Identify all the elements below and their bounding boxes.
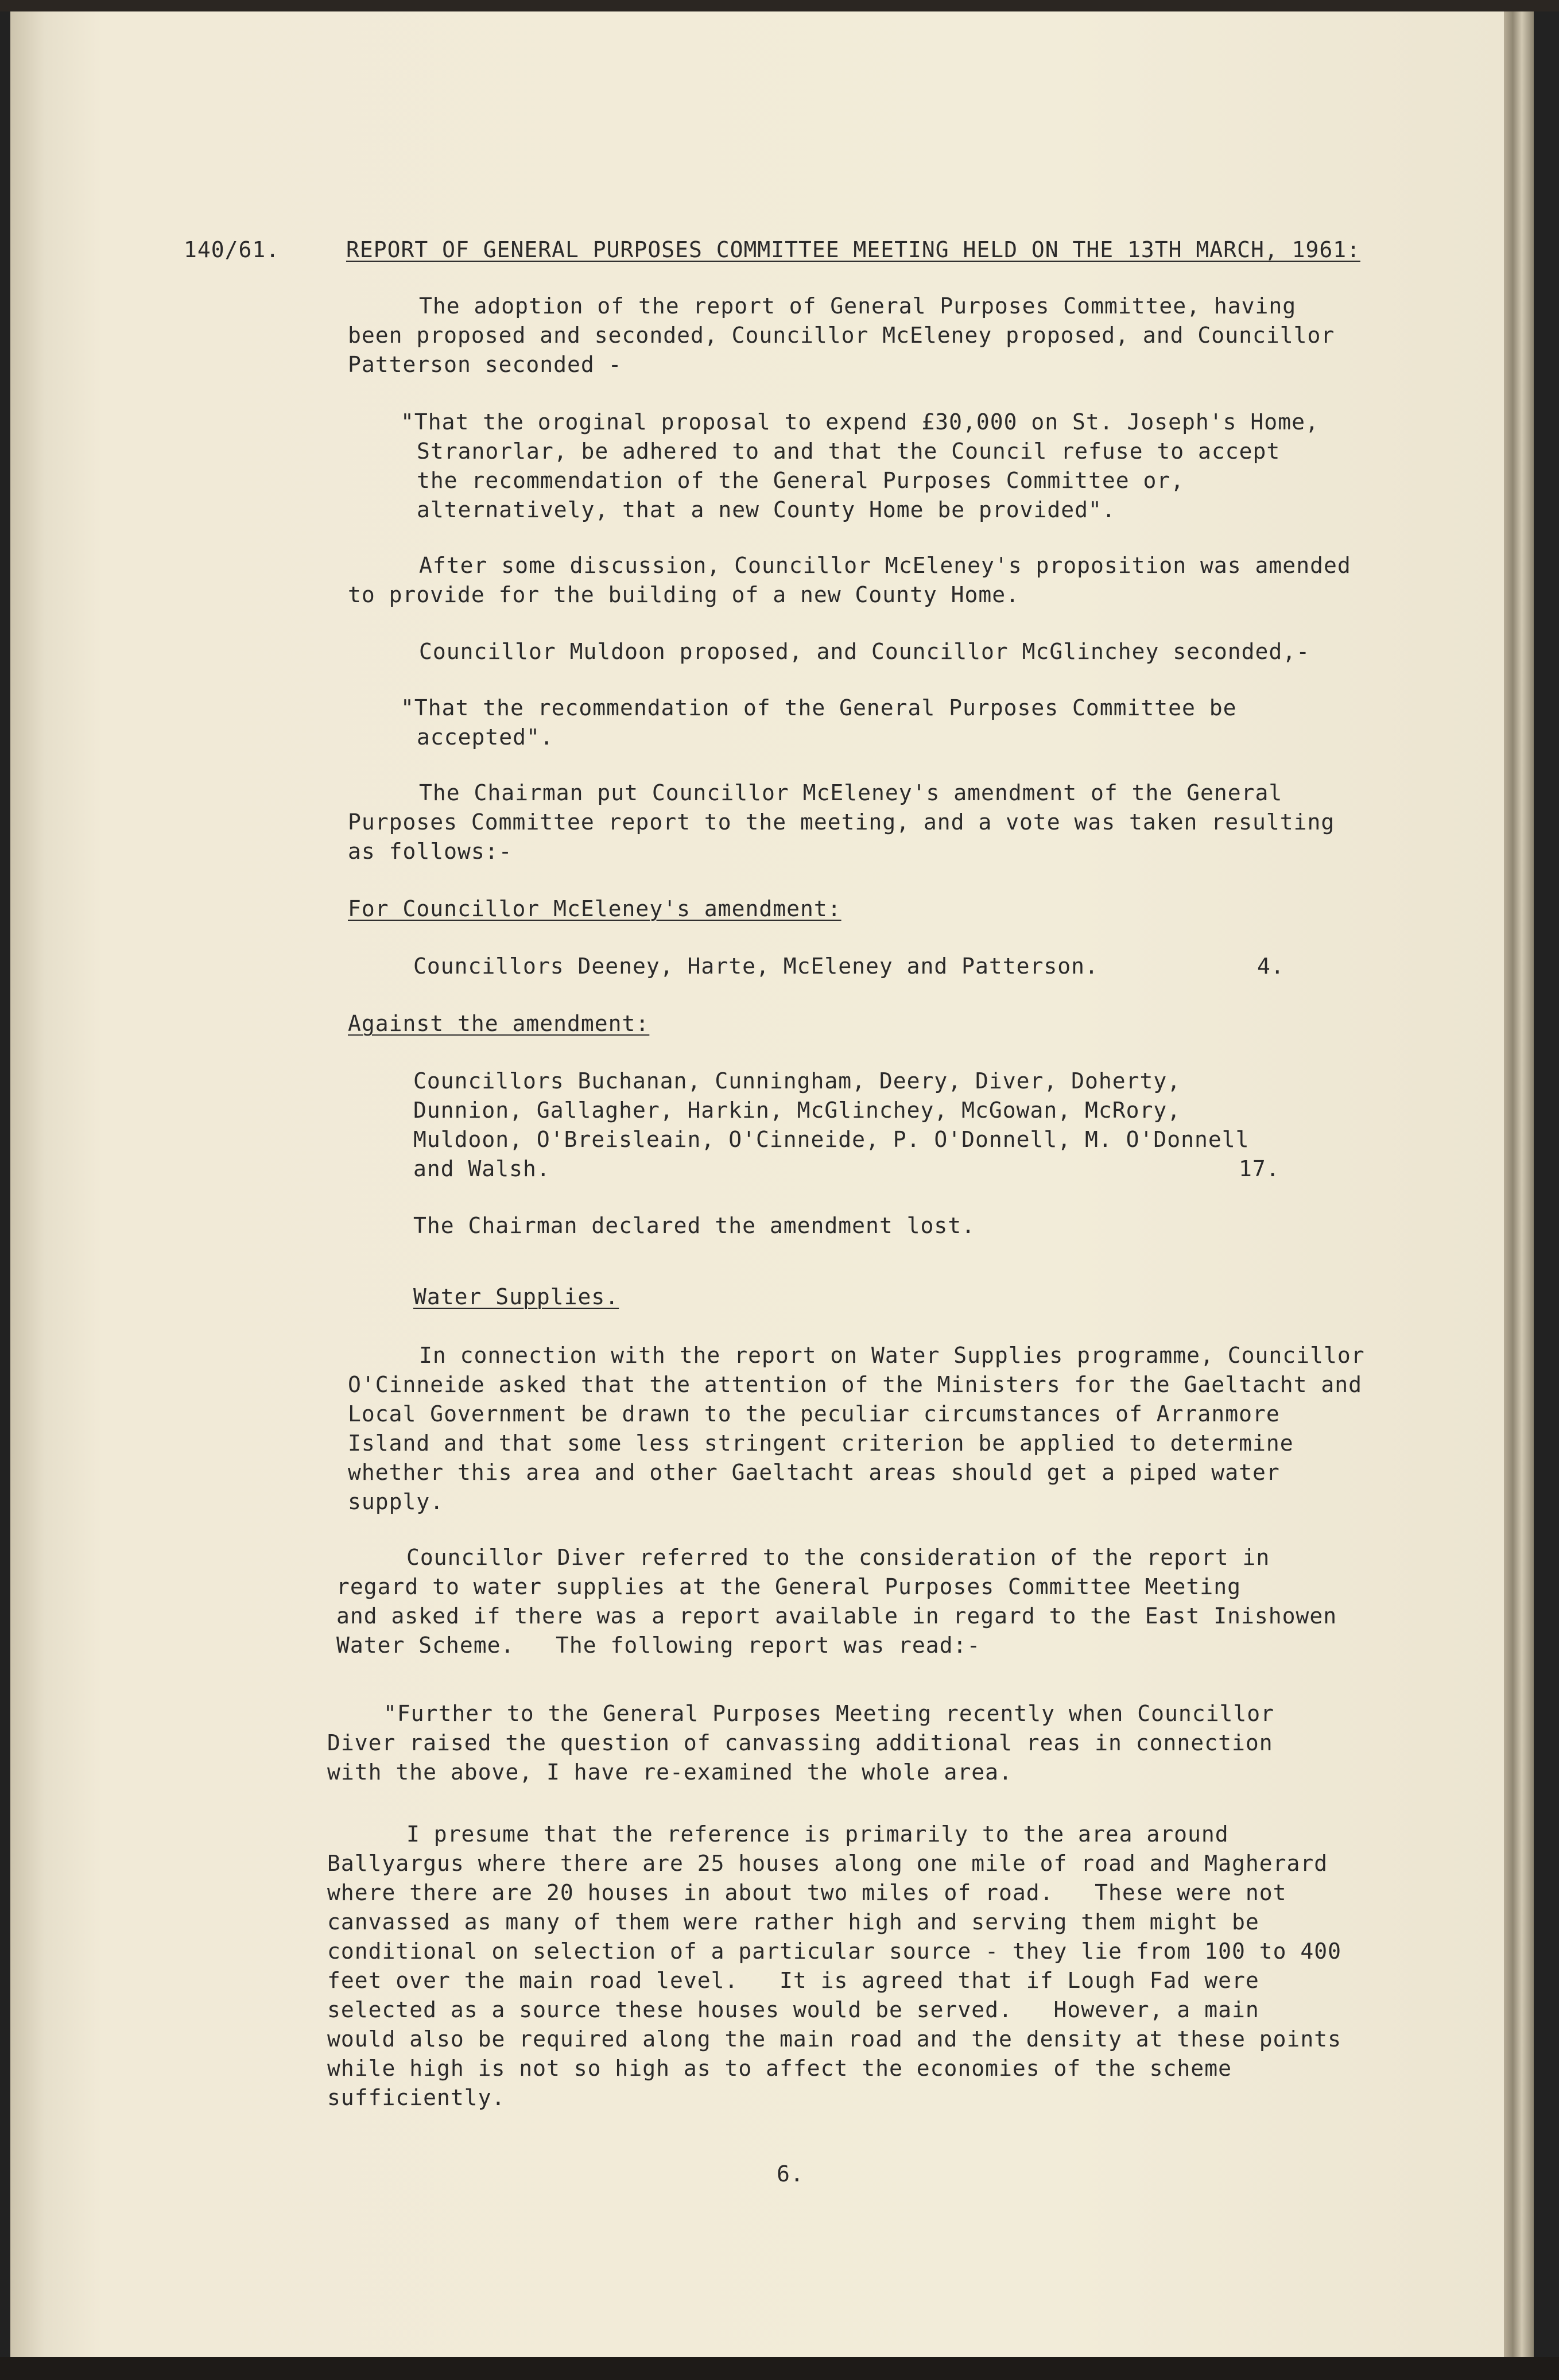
paragraph-line: Island and that some less stringent criterion be applied to determine — [348, 1431, 1294, 1456]
paragraph-line: Patterson seconded - — [348, 352, 622, 377]
paragraph-line: been proposed and seconded, Councillor McEleney proposed, and Councillor — [348, 323, 1335, 348]
paragraph-line: In connection with the report on Water Supplies programme, Councillor — [419, 1343, 1365, 1368]
vote-against-count: 17. — [1239, 1156, 1280, 1181]
report-line: sufficiently. — [327, 2085, 506, 2110]
motion-line: accepted". — [417, 724, 554, 750]
report-line: conditional on selection of a particular source - they lie from 100 to 400 — [327, 1939, 1341, 1964]
report-line: while high is not so high as to affect the economies of the scheme — [327, 2056, 1232, 2081]
paragraph-line: Purposes Committee report to the meeting, and a vote was taken resulting — [348, 809, 1335, 835]
report-line: I presume that the reference is primarily to the area around — [406, 1821, 1229, 1847]
motion-line: "That the oroginal proposal to expend £30,000 on St. Joseph's Home, — [401, 409, 1319, 435]
paragraph-line: Local Government be drawn to the peculiar circumstances of Arranmore — [348, 1401, 1280, 1427]
motion-line: alternatively, that a new County Home be provided". — [417, 497, 1116, 522]
page-number: 6. — [777, 2161, 804, 2187]
vote-for-heading: For Councillor McEleney's amendment: — [348, 896, 841, 921]
paragraph-line: to provide for the building of a new County Home. — [348, 582, 1020, 607]
motion-line: "That the recommendation of the General Purposes Committee be — [401, 695, 1237, 720]
paragraph-line: regard to water supplies at the General Purposes Committee Meeting — [336, 1574, 1241, 1599]
report-line: feet over the main road level. It is agreed that if Lough Fad were — [327, 1968, 1259, 1993]
report-line: selected as a source these houses would be served. However, a main — [327, 1997, 1259, 2022]
vote-against-line: Dunnion, Gallagher, Harkin, McGlinchey, McGowan, McRory, — [413, 1098, 1181, 1123]
vote-for-list: Councillors Deeney, Harte, McEleney and Patterson. — [413, 953, 1099, 979]
report-line: "Further to the General Purposes Meeting recently when Councillor — [383, 1701, 1275, 1726]
vote-result: The Chairman declared the amendment lost. — [413, 1213, 975, 1238]
section-heading-water-supplies: Water Supplies. — [413, 1284, 619, 1309]
report-line: with the above, I have re-examined the whole area. — [327, 1759, 1013, 1785]
paragraph-line: supply. — [348, 1489, 444, 1514]
vote-for-count: 4. — [1257, 953, 1285, 979]
motion-line: the recommendation of the General Purposes Committee or, — [417, 468, 1185, 493]
report-line: would also be required along the main road and the density at these points — [327, 2026, 1341, 2052]
minute-number: 140/61. — [184, 237, 280, 262]
vote-against-heading: Against the amendment: — [348, 1011, 650, 1036]
paragraph-line: The Chairman put Councillor McEleney's amendment of the General — [419, 780, 1283, 805]
paragraph-line: After some discussion, Councillor McEleney's proposition was amended — [419, 553, 1351, 578]
paragraph-line: as follows:- — [348, 839, 513, 864]
vote-against-line: Muldoon, O'Breisleain, O'Cinneide, P. O'Donnell, M. O'Donnell — [413, 1127, 1250, 1152]
book-fore-edge — [1504, 11, 1534, 2357]
document-page — [10, 11, 1504, 2357]
report-line: Diver raised the question of canvassing additional reas in connection — [327, 1730, 1273, 1755]
paragraph-line: Councillor Muldoon proposed, and Councillor McGlinchey seconded,- — [419, 639, 1310, 664]
paragraph-line: whether this area and other Gaeltacht areas should get a piped water — [348, 1460, 1280, 1485]
report-line: where there are 20 houses in about two miles of road. These were not — [327, 1880, 1287, 1905]
paragraph-line: Water Scheme. The following report was read:- — [336, 1633, 981, 1658]
paragraph-line: O'Cinneide asked that the attention of the Ministers for the Gaeltacht and — [348, 1372, 1362, 1397]
minute-heading: REPORT OF GENERAL PURPOSES COMMITTEE MEETING HELD ON THE 13TH MARCH, 1961: — [346, 237, 1360, 262]
motion-line: Stranorlar, be adhered to and that the Council refuse to accept — [417, 439, 1281, 464]
vote-against-line: and Walsh. — [413, 1156, 550, 1181]
paragraph-line: and asked if there was a report available in regard to the East Inishowen — [336, 1603, 1337, 1629]
scan-border — [0, 2357, 1559, 2380]
vote-against-line: Councillors Buchanan, Cunningham, Deery, Diver, Doherty, — [413, 1068, 1181, 1094]
paragraph-line: The adoption of the report of General Purposes Committee, having — [419, 293, 1297, 319]
report-line: canvassed as many of them were rather high and serving them might be — [327, 1909, 1259, 1935]
report-line: Ballyargus where there are 25 houses along one mile of road and Magherard — [327, 1851, 1328, 1876]
paragraph-line: Councillor Diver referred to the consideration of the report in — [406, 1545, 1270, 1570]
